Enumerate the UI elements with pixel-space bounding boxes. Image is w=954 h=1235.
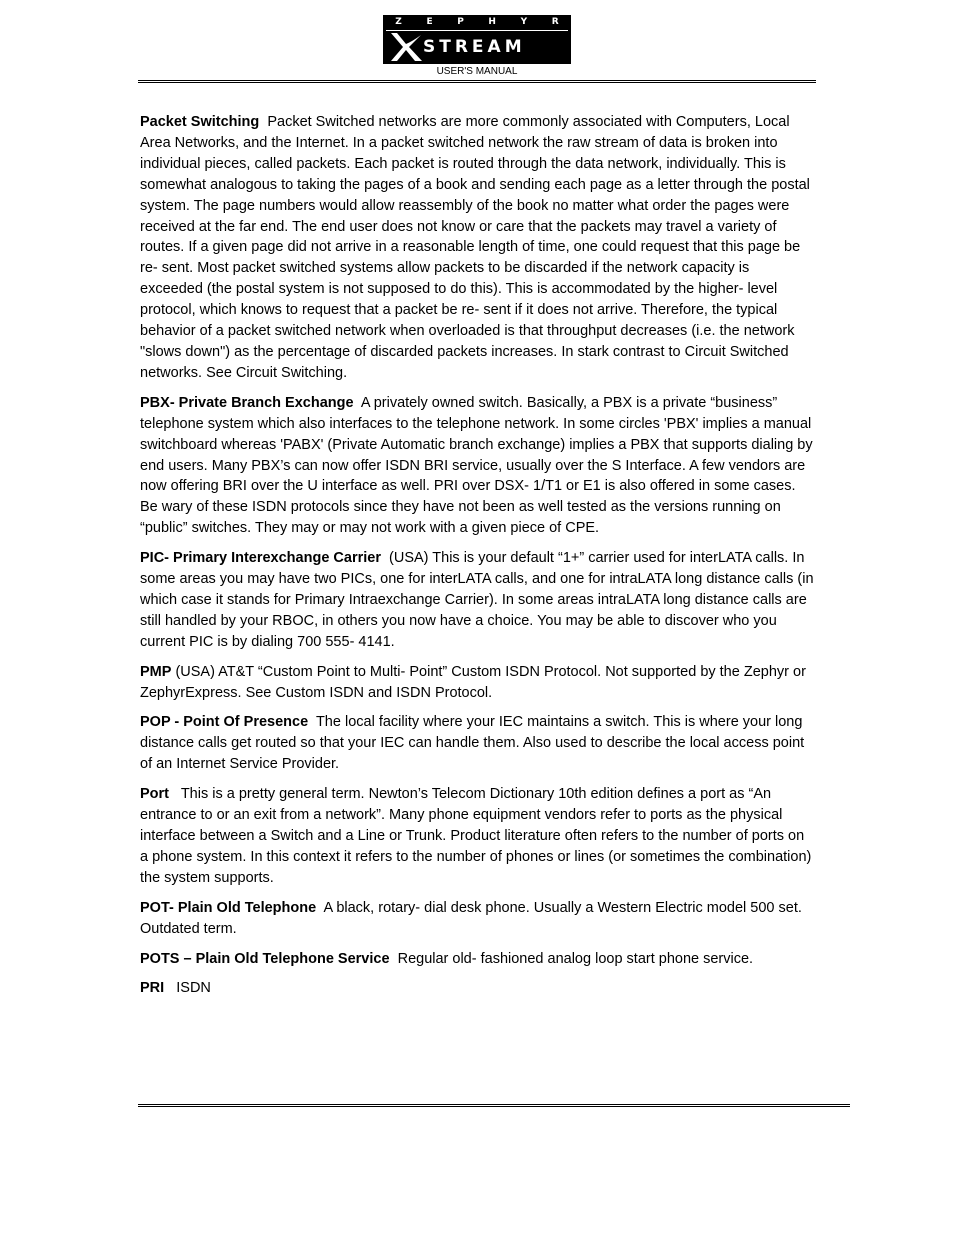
glossary-term: POT- Plain Old Telephone — [140, 899, 317, 916]
footer-rule — [138, 1104, 850, 1105]
glossary-term: POP - Point Of Presence — [140, 714, 309, 731]
page-header — [0, 0, 954, 90]
glossary-entry — [140, 112, 816, 384]
glossary-definition: A black, rotary- dial desk phone. Usually a Western Electric model 500 set. Outdated term. — [140, 899, 802, 937]
glossary-definition: Packet Switched networks are more commonly associated with Computers, Local Area Networks, and the Internet. In a packet switched network the raw stream of data is broken into individual pieces, called packets. Each packet is routed through the data network, individually. This is somewhat analogous to taking the pages of a book and sending each page as a letter through the postal system. The page numbers would allow reassembly of the book no matter what order the pages were received at the far end. The end user does not know or care that the packets may travel a variety of routes. If a given page did not arrive in a reasonable length of time, one could request that this page be re- sent. Most packet switched systems allow packets to be discarded if the network capacity is exceeded (the postal system is not supposed to do this). This is accommodated by the higher- level protocol, which knows to request that a packet be re- sent if it does not arrive. Therefore, the typical behavior of a packet switched network when overloaded is that throughput decreases (i.e. the network "slows down") as the percentage of discarded packets increases. In stark contrast to Circuit Switched networks. See Circuit Switching. — [140, 114, 810, 381]
glossary-term: PRI — [140, 980, 165, 997]
header-rule — [138, 82, 816, 83]
glossary-entry — [140, 712, 816, 775]
glossary-definition: (USA) This is your default “1+” carrier used for interLATA calls. In some areas you may have two PICs, one for interLATA calls, and one for intraLATA long distance calls (in which case it stands for Primary Intraexchange Carrier). In some areas intraLATA long distance calls are still handled by your RBOC, in others you now have a choice. You may be able to discover who you current PIC is by dialing 700 555- 4141. — [140, 550, 814, 650]
glossary-term: Packet Switching — [140, 114, 260, 130]
glossary-entry — [140, 662, 816, 704]
glossary-entry — [140, 784, 816, 889]
footer-rule — [138, 1106, 850, 1107]
zephyr-xstream-logo — [383, 15, 571, 64]
glossary-entry — [140, 393, 816, 539]
x-swoosh-icon — [389, 31, 423, 63]
glossary-definition: Regular old- fashioned analog loop start phone service. — [397, 950, 754, 967]
glossary-entry — [140, 548, 816, 653]
glossary-definition: The local facility where your IEC maintains a switch. This is where your long distance calls get routed so that your IEC can handle them. Also used to describe the local access point of an Internet Service Provider. — [140, 714, 805, 773]
glossary-term: Port — [140, 786, 169, 803]
header-rule — [138, 80, 816, 81]
glossary-definition: This is a pretty general term. Newton’s Telecom Dictionary 10th edition defines a port as “An entrance to or an exit from a network”. Many phone equipment vendors refer to ports as the physical interface between a Switch and a Line or Trunk. Product literature often refers to the number of ports on a phone system. In this context it refers to the number of phones or lines (or sometimes the combination) the system supports. — [140, 786, 812, 886]
glossary-content — [140, 112, 816, 1008]
glossary-entry — [140, 949, 816, 970]
glossary-term: PIC- Primary Interexchange Carrier — [140, 550, 381, 567]
logo-brand-letters: Z E P H Y R — [395, 17, 559, 27]
manual-label: USER'S MANUAL — [436, 66, 518, 77]
glossary-term: PBX- Private Branch Exchange — [140, 394, 354, 411]
glossary-entry — [140, 898, 816, 940]
glossary-definition: (USA) AT&T “Custom Point to Multi- Point” Custom ISDN Protocol. Not supported by the Zephyr or ZephyrExpress. See Custom ISDN and ISDN Protocol. — [140, 663, 806, 701]
glossary-term: PMP — [140, 663, 172, 680]
glossary-term: POTS – Plain Old Telephone Service — [140, 950, 390, 967]
logo-wordmark: STREAM — [423, 37, 526, 57]
glossary-entry — [140, 978, 816, 999]
glossary-definition: ISDN — [176, 980, 211, 997]
glossary-definition: A privately owned switch. Basically, a PBX is a private “business” telephone system which also interfaces to the telephone network. In some circles 'PBX' implies a manual switchboard whereas 'PABX' (Private Automatic branch exchange) implies a PBX that supports dialing by end users. Many PBX’s can now offer ISDN BRI service, usually over the S Interface. A few vendors are now offering BRI over the U interface as well. PRI over DSX- 1/T1 or E1 is also offered in some cases. Be wary of these ISDN protocols since they have not been as well tested as the versions running on “public” switches. They may or may not work with a given piece of CPE. — [140, 394, 813, 537]
